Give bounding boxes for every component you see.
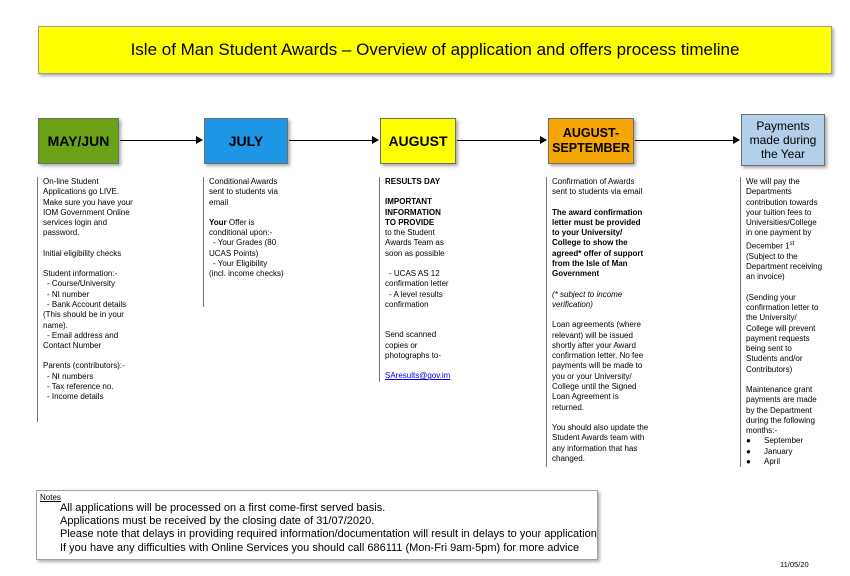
text-line: College to show the bbox=[552, 238, 628, 248]
text-line: Make sure you have your bbox=[43, 197, 133, 207]
text-line: Initial eligibility checks bbox=[43, 248, 122, 258]
stage-august-september bbox=[548, 118, 634, 164]
text-line: The award confirmation bbox=[552, 207, 643, 217]
list-item: ● September bbox=[746, 436, 804, 446]
text-line: - Email address and bbox=[47, 330, 119, 340]
note-line: If you have any difficulties with Online Services you should call 686111 (Mon-Fri 9am-5pm) for more advice bbox=[60, 541, 580, 554]
text-line: - Course/University bbox=[47, 279, 116, 289]
stage-label: AUGUST-SEPTEMBER bbox=[552, 126, 630, 155]
stage-label: Payments made during the Year bbox=[749, 119, 817, 161]
text-line: - A level results bbox=[389, 289, 443, 299]
text-line: soon as possible bbox=[385, 248, 445, 258]
text-line: sent to students via bbox=[209, 187, 278, 197]
text-line: months:- bbox=[746, 426, 778, 436]
timeline-arrow bbox=[457, 140, 546, 141]
text-line: - UCAS AS 12 bbox=[389, 269, 440, 279]
may-jun-details bbox=[37, 177, 151, 422]
text-line: returned. bbox=[552, 402, 585, 412]
text-line: Universities/College bbox=[746, 218, 817, 228]
page-title: Isle of Man Student Awards – Overview of application and offers process timeline bbox=[38, 26, 832, 74]
text-line: - Your Grades (80 bbox=[213, 238, 277, 248]
list-item: ● January bbox=[746, 446, 793, 456]
text-line: any information that has bbox=[552, 443, 638, 453]
text-line: (incl. income checks) bbox=[209, 269, 284, 279]
text-line: from the Isle of Man bbox=[552, 259, 628, 269]
text-line: confirmation letter to bbox=[746, 302, 819, 312]
stage-august bbox=[380, 118, 456, 164]
text-line: Student information:- bbox=[43, 269, 118, 279]
text-line: sent to students via email bbox=[552, 187, 643, 197]
text-line: agreed* offer of support bbox=[552, 248, 644, 258]
text-line: Confirmation of Awards bbox=[552, 177, 635, 186]
stage-may-jun bbox=[38, 118, 119, 164]
text-line: - Tax reference no. bbox=[47, 382, 114, 392]
text-line: your tuition fees to bbox=[746, 207, 812, 217]
text-line: (Subject to the bbox=[746, 251, 798, 261]
stage-july bbox=[204, 118, 288, 164]
stage-label: AUGUST bbox=[388, 133, 448, 149]
text-line: Send scanned bbox=[385, 330, 437, 340]
text-line: an invoice) bbox=[746, 272, 785, 282]
text-line: being sent to bbox=[746, 344, 792, 354]
text-line: - Your Eligibility bbox=[213, 259, 268, 269]
text-line: TO PROVIDE bbox=[385, 217, 435, 227]
text-line: services login and bbox=[43, 218, 108, 228]
payments-details bbox=[740, 177, 838, 467]
text-line: Applications go LIVE. bbox=[43, 187, 120, 197]
text-line: On-line Student bbox=[43, 177, 99, 186]
text-line: UCAS Points) bbox=[209, 248, 259, 258]
document-date: 11/05/20 bbox=[780, 560, 809, 569]
text-line: Contributors) bbox=[746, 364, 793, 374]
text-line: IMPORTANT bbox=[385, 197, 432, 207]
text-line: to your University/ bbox=[552, 228, 623, 238]
text-line: email bbox=[209, 197, 229, 207]
text-line: Parents (contributors):- bbox=[43, 361, 125, 371]
stage-payments bbox=[741, 114, 825, 166]
text-line: You should also update the bbox=[552, 422, 649, 432]
text-line: shortly after your Award bbox=[552, 340, 636, 350]
note-line: All applications will be processed on a first come-first served basis. bbox=[60, 502, 386, 514]
text-line: Your Offer is bbox=[209, 217, 255, 227]
text-line: Conditional Awards bbox=[209, 177, 278, 186]
text-line: Awards Team as bbox=[385, 238, 444, 248]
text-line: Student Awards team with bbox=[552, 433, 645, 443]
bullet-icon: ● bbox=[746, 446, 751, 456]
text-line: copies or bbox=[385, 340, 418, 350]
notes-box bbox=[36, 490, 598, 560]
text-line: Maintenance grant bbox=[746, 385, 813, 394]
text-line: conditional upon:- bbox=[209, 228, 273, 238]
text-line: - NI number bbox=[47, 289, 90, 299]
text-line: (Sending your bbox=[746, 292, 796, 302]
text-line: RESULTS DAY bbox=[385, 177, 441, 186]
notes-title: Notes bbox=[40, 493, 61, 502]
text-line: relevant) will be issued bbox=[552, 330, 633, 340]
stage-label: JULY bbox=[228, 133, 264, 149]
text-line: to the Student bbox=[385, 228, 435, 238]
text-line: during the following bbox=[746, 415, 815, 425]
text-line: Government bbox=[552, 269, 600, 279]
text-line: payments are made bbox=[746, 395, 817, 405]
text-line: College until the Signed bbox=[552, 382, 637, 392]
text-line: We will pay the bbox=[746, 177, 800, 186]
text-line: - NI numbers bbox=[47, 371, 94, 381]
text-line: photographs to- bbox=[385, 350, 442, 360]
timeline-arrow bbox=[289, 140, 378, 141]
text-line: Department receiving bbox=[746, 262, 823, 272]
bullet-icon: ● bbox=[746, 436, 751, 446]
note-line: Applications must be received by the closing date of 31/07/2020. bbox=[60, 515, 375, 528]
text-line: Loan agreements (where bbox=[552, 320, 641, 330]
text-line: December 1st bbox=[746, 240, 795, 251]
bullet-icon: ● bbox=[746, 457, 751, 467]
text-line: you or your University/ bbox=[552, 371, 632, 381]
text-line: in one payment by bbox=[746, 228, 812, 238]
text-line: - Income details bbox=[47, 392, 104, 402]
text-line: verification) bbox=[552, 299, 593, 309]
note-line: Please note that delays in providing required information/documentation will result in delays to your application bbox=[60, 528, 597, 541]
text-line: IOM Government Online bbox=[43, 207, 130, 217]
text-line: payments will be made to bbox=[552, 361, 643, 371]
text-line: the University/ bbox=[746, 313, 797, 323]
text-line: changed. bbox=[552, 453, 585, 463]
text-line: INFORMATION bbox=[385, 207, 441, 217]
text-line: letter must be provided bbox=[552, 217, 641, 227]
text-line: password. bbox=[43, 228, 80, 238]
timeline-arrow bbox=[120, 140, 202, 141]
text-line: name). bbox=[43, 320, 68, 330]
text-line: Loan Agreement is bbox=[552, 392, 619, 402]
list-item: ● April bbox=[746, 457, 781, 467]
august-details bbox=[379, 177, 480, 382]
text-line: confirmation letter bbox=[385, 279, 449, 289]
text-line: by the Department bbox=[746, 405, 812, 415]
text-line: payment requests bbox=[746, 333, 810, 343]
email-link[interactable]: SAresults@gov.im bbox=[385, 371, 451, 381]
text-line: confirmation letter. No fee bbox=[552, 351, 644, 361]
stage-label: MAY/JUN bbox=[47, 133, 110, 149]
text-line: Departments bbox=[746, 187, 792, 197]
text-line: Contact Number bbox=[43, 341, 102, 351]
text-line: - Bank Account details bbox=[47, 299, 127, 309]
text-line: contribution towards bbox=[746, 197, 818, 207]
text-line: (* subject to income bbox=[552, 289, 623, 299]
text-line: College will prevent bbox=[746, 323, 816, 333]
august-september-details bbox=[546, 177, 667, 467]
text-line: confirmation bbox=[385, 299, 429, 309]
text-line: (This should be in your bbox=[43, 310, 124, 320]
text-line: Students and/or bbox=[746, 354, 803, 364]
july-details bbox=[203, 177, 309, 307]
timeline-arrow bbox=[635, 140, 739, 141]
